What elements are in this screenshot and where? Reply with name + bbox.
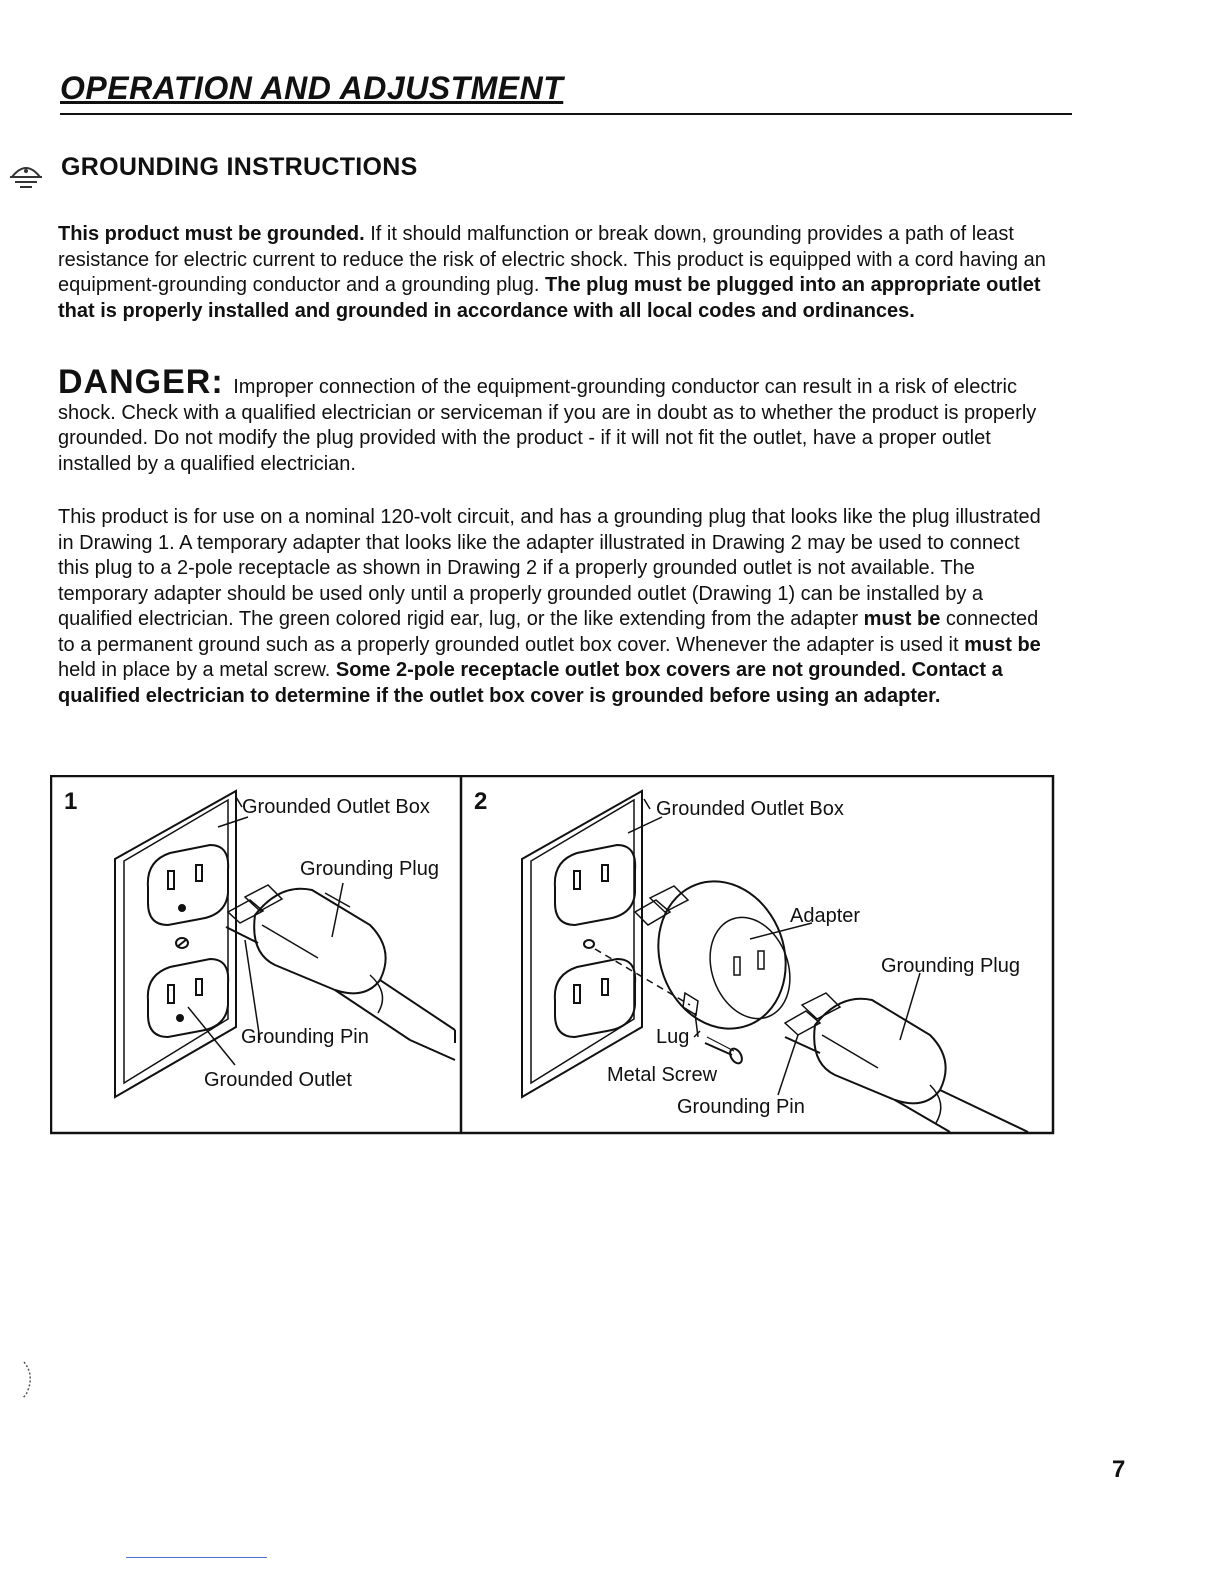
drawing1-wall-plate bbox=[115, 791, 236, 1097]
grounding-paragraph bbox=[58, 222, 1048, 324]
page-number: 7 bbox=[1112, 1456, 1126, 1483]
drawings-svg bbox=[50, 775, 1055, 1136]
drawings-figure bbox=[50, 775, 1055, 1136]
drawing2-number: 2 bbox=[474, 788, 488, 815]
adapter-paragraph bbox=[58, 505, 1048, 709]
adapter-text-must-be-2: must be bbox=[964, 633, 1041, 656]
drawing1-plug-label: Grounding Plug bbox=[300, 858, 439, 880]
drawing2-adapter bbox=[635, 863, 806, 1046]
plug-requirement-text: The plug must be plugged into an appropriate outlet that is properly installed and grounded in accordance with all local codes and ordinances. bbox=[58, 274, 1041, 322]
drawing2-screw-label: Metal Screw bbox=[607, 1064, 718, 1086]
title-underline bbox=[60, 113, 1072, 115]
drawing1-pin-label: Grounding Pin bbox=[241, 1026, 369, 1048]
adapter-text-a: This product is for use on a nominal 120-volt circuit, and has a grounding plug that looks like the plug illustrated in Drawing 1. A temporary adapter that looks like the adapter illustrated in Drawing 2 may be used to connect this plug to a 2-pole receptacle as shown in Drawing 2 if a properly grounded outlet is not available. The temporary adapter should be used only until a properly grounded outlet (Drawing 1) can be installed by a qualified electrician. The green colored rigid ear, lug, or the like extending from the adapter bbox=[58, 506, 1041, 630]
adapter-warning-text: Some 2-pole receptacle outlet box covers are not grounded. Contact a qualified electrician to determine if the outlet box cover is grounded before using an adapter. bbox=[58, 659, 1003, 707]
drawing2-pin-label: Grounding Pin bbox=[677, 1096, 805, 1118]
grounding-symbol-icon bbox=[6, 155, 46, 195]
drawing1-outlet-box-label: Grounded Outlet Box bbox=[242, 796, 430, 818]
scan-artifact bbox=[20, 1360, 36, 1400]
must-be-grounded-text: This product must be grounded. bbox=[58, 223, 365, 245]
danger-label: DANGER: bbox=[58, 363, 224, 401]
adapter-text-must-be-1: must be bbox=[863, 608, 941, 630]
drawing2-wall-plate bbox=[522, 791, 642, 1097]
grounding-heading: GROUNDING INSTRUCTIONS bbox=[61, 153, 418, 181]
footer-rule bbox=[126, 1557, 267, 1558]
drawing2-screw bbox=[705, 1037, 744, 1065]
danger-text: Improper connection of the equipment-grounding conductor can result in a risk of electric shock. Check with a qualified electrician or serviceman if you are in doubt as to whether the product is properly grounded. Do not modify the plug provided with the product - if it will not fit the outlet, have a proper outlet installed by a qualified electrician. bbox=[58, 376, 1037, 475]
drawing1-outlet-label: Grounded Outlet bbox=[204, 1069, 352, 1091]
drawing2-adapter-label: Adapter bbox=[790, 905, 861, 927]
grounding-explanation: If it should malfunction or break down, grounding provides a path of least resistance for electric current to reduce the risk of electric shock. This product is equipped with a cord having an equipment-grounding conductor and a grounding plug. bbox=[58, 223, 1046, 296]
danger-paragraph bbox=[58, 363, 1048, 477]
drawing2-outlet-box-label: Grounded Outlet Box bbox=[656, 798, 844, 820]
drawing1-number: 1 bbox=[64, 788, 78, 815]
drawing2-plug bbox=[785, 993, 1028, 1132]
adapter-text-e: held in place by a metal screw. bbox=[58, 659, 336, 681]
drawing2-plug-label: Grounding Plug bbox=[881, 955, 1020, 977]
page-title: OPERATION AND ADJUSTMENT bbox=[60, 70, 564, 106]
drawing2-lug-label: Lug bbox=[656, 1026, 690, 1048]
adapter-text-c: connected to a permanent ground such as a properly grounded outlet box cover. Whenever the adapter is used it bbox=[58, 608, 1039, 656]
